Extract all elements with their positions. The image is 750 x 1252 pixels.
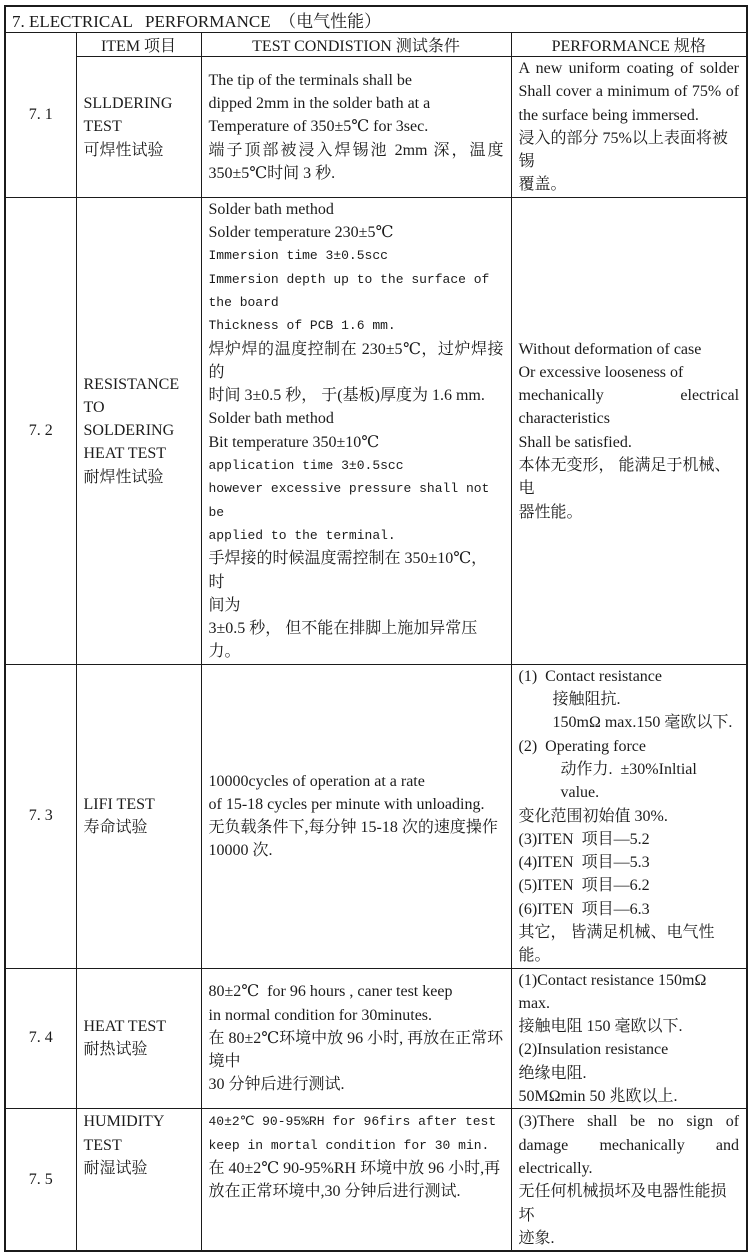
section-title: 7. ELECTRICAL PERFORMANCE （电气性能） bbox=[5, 6, 747, 33]
text-line: 间为 bbox=[208, 596, 241, 614]
column-header-test-condition: TEST CONDISTION 测试条件 bbox=[201, 33, 511, 57]
text-line: 在 80±2℃环境中放 96 小时, 再放在正常环 bbox=[208, 1029, 504, 1047]
text-line: TEST bbox=[83, 1136, 122, 1154]
text-line: Solder bath method bbox=[208, 410, 334, 428]
item-cell-7-5 bbox=[76, 1109, 201, 1251]
text-line: 可焊性试验 bbox=[83, 141, 164, 159]
text-line: 手焊接的时候温度需控制在 350±10℃， 时 bbox=[208, 550, 492, 591]
column-header-performance: PERFORMANCE 规格 bbox=[511, 33, 747, 57]
text-line: (3)There shall be no sign of bbox=[518, 1113, 740, 1131]
text-line: (6)ITEN 项目—6.3 bbox=[518, 900, 650, 918]
text-line: keep in mortal condition for 30 min. bbox=[208, 1137, 490, 1153]
text-line: TEST bbox=[83, 118, 122, 136]
text-line: 其它， 皆满足机械、电气性能。 bbox=[518, 923, 715, 965]
performance-cell-7-5 bbox=[511, 1109, 747, 1251]
text-line: 无任何机械损坏及电器性能损坏 bbox=[518, 1183, 727, 1224]
row-number-7-3: 7. 3 bbox=[5, 664, 76, 968]
text-line: Immersion depth up to the surface of bbox=[208, 271, 490, 287]
text-line: 迹象. bbox=[518, 1229, 555, 1247]
text-line: mechanically electrical bbox=[518, 387, 740, 405]
text-line: LIFI TEST bbox=[83, 795, 155, 813]
item-cell-7-1 bbox=[76, 57, 201, 198]
row-number-7-1: 7. 1 bbox=[5, 33, 76, 198]
performance-cell-7-3 bbox=[511, 664, 747, 968]
text-line: HUMIDITY bbox=[83, 1113, 165, 1131]
text-line: 接触电阻 150 毫欧以下. bbox=[518, 1018, 683, 1036]
text-line: Solder bath method bbox=[208, 200, 334, 218]
text-line: 变化范围初始值 30%. bbox=[518, 807, 668, 825]
text-line: however excessive pressure shall not be bbox=[208, 481, 498, 520]
text-line: The tip of the terminals shall be bbox=[208, 71, 412, 89]
text-line: 150mΩ max.150 毫欧以下. bbox=[552, 714, 733, 732]
condition-cell-7-2 bbox=[201, 197, 511, 664]
condition-cell-7-3 bbox=[201, 664, 511, 968]
text-line: Or excessive looseness of bbox=[518, 363, 684, 381]
text-line: 本体无变形， 能满足于机械、电 bbox=[518, 457, 731, 498]
text-line: 焊炉焊的温度控制在 230±5℃，过炉焊接的 bbox=[208, 340, 504, 381]
text-line: HEAT TEST bbox=[83, 1018, 167, 1036]
text-line: 耐焊性试验 bbox=[83, 468, 164, 486]
text-line: of 15-18 cycles per minute with unloading. bbox=[208, 795, 485, 813]
text-line: Immersion time 3±0.5scc bbox=[208, 248, 388, 264]
text-line: (2) Operating force bbox=[518, 737, 646, 755]
performance-cell-7-4 bbox=[511, 968, 747, 1109]
text-line: 放在正常环境中,30 分钟后进行测试. bbox=[208, 1183, 461, 1201]
text-line: 境中 bbox=[208, 1053, 241, 1071]
text-line: Without deformation of case bbox=[518, 340, 702, 358]
table-row-7-3 bbox=[5, 664, 747, 968]
text-line: 40±2℃ 90-95%RH for 96firs after test bbox=[208, 1114, 497, 1130]
text-line: the surface being immersed. bbox=[518, 106, 699, 124]
text-line: 覆盖。 bbox=[518, 176, 567, 194]
text-line: SLLDERING bbox=[83, 94, 173, 112]
text-line: A new uniform coating of solder bbox=[518, 60, 740, 77]
text-line: the board bbox=[208, 294, 279, 310]
condition-cell-7-5 bbox=[201, 1109, 511, 1251]
performance-cell-7-2 bbox=[511, 197, 747, 664]
text-line: in normal condition for 30minutes. bbox=[208, 1006, 433, 1024]
text-line: 接触阻抗. bbox=[552, 691, 621, 709]
text-line: Shall cover a minimum of 75% of bbox=[518, 83, 740, 101]
text-line: 时间 3±0.5 秒， 于(基板)厚度为 1.6 mm. bbox=[208, 387, 485, 405]
table-row-7-4 bbox=[5, 968, 747, 1109]
text-line: Thickness of PCB 1.6 mm. bbox=[208, 318, 396, 334]
item-cell-7-2 bbox=[76, 197, 201, 664]
text-line: 30 分钟后进行测试. bbox=[208, 1076, 345, 1094]
text-line: SOLDERING bbox=[83, 422, 175, 440]
text-line: electrically. bbox=[518, 1159, 593, 1177]
text-line: 器性能。 bbox=[518, 503, 583, 521]
text-line: 50MΩmin 50 兆欧以上. bbox=[518, 1088, 678, 1106]
text-line: 10000cycles of operation at a rate bbox=[208, 772, 425, 790]
performance-cell-7-1 bbox=[511, 57, 747, 198]
text-line: 10000 次. bbox=[208, 842, 273, 860]
text-line: 无负载条件下,每分钟 15-18 次的速度操作 bbox=[208, 819, 498, 837]
text-line: (1)Contact resistance 150mΩ max. bbox=[518, 971, 711, 1012]
text-line: TO bbox=[83, 398, 105, 416]
text-line: (3)ITEN 项目—5.2 bbox=[518, 830, 650, 848]
text-line: 350±5℃时间 3 秒. bbox=[208, 164, 336, 182]
text-line: 绝缘电阻. bbox=[518, 1064, 587, 1082]
text-line: 动作力. ±30%Inltial value. bbox=[560, 760, 701, 802]
text-line: 浸入的部分 75%以上表面将被锡 bbox=[518, 129, 728, 171]
text-line: 80±2℃ for 96 hours , caner test keep bbox=[208, 983, 453, 1001]
text-line: (2)Insulation resistance bbox=[518, 1041, 669, 1059]
table-row-7-1 bbox=[5, 57, 747, 198]
text-line: 3±0.5 秒， 但不能在排脚上施加异常压力。 bbox=[208, 620, 478, 661]
condition-cell-7-1 bbox=[201, 57, 511, 198]
column-header-item: ITEM 项目 bbox=[76, 33, 201, 57]
row-number-7-2: 7. 2 bbox=[5, 197, 76, 664]
item-cell-7-3 bbox=[76, 664, 201, 968]
text-line: 耐热试验 bbox=[83, 1041, 148, 1059]
text-line: 耐湿试验 bbox=[83, 1159, 148, 1177]
item-cell-7-4 bbox=[76, 968, 201, 1109]
text-line: Solder temperature 230±5℃ bbox=[208, 224, 394, 242]
condition-cell-7-4 bbox=[201, 968, 511, 1109]
table-row-7-5 bbox=[5, 1109, 747, 1251]
table-header-row bbox=[5, 33, 747, 57]
text-line: damage mechanically and bbox=[518, 1136, 740, 1154]
row-number-7-4: 7. 4 bbox=[5, 968, 76, 1109]
text-line: Temperature of 350±5℃ for 3sec. bbox=[208, 118, 429, 136]
text-line: 寿命试验 bbox=[83, 819, 148, 837]
row-number-7-5: 7. 5 bbox=[5, 1109, 76, 1251]
text-line: (1) Contact resistance bbox=[518, 667, 662, 685]
electrical-performance-table bbox=[4, 5, 748, 1252]
text-line: RESISTANCE bbox=[83, 375, 180, 393]
table-title-row bbox=[5, 6, 747, 33]
text-line: (5)ITEN 项目—6.2 bbox=[518, 877, 650, 895]
text-line: characteristics bbox=[518, 410, 610, 428]
text-line: HEAT TEST bbox=[83, 445, 167, 463]
text-line: 在 40±2℃ 90-95%RH 环境中放 96 小时,再 bbox=[208, 1159, 501, 1177]
text-line: dipped 2mm in the solder bath at a bbox=[208, 94, 431, 112]
text-line: 端子顶部被浸入焊锡池 2mm 深，温度 bbox=[208, 141, 504, 159]
text-line: (4)ITEN 项目—5.3 bbox=[518, 854, 650, 872]
text-line: application time 3±0.5scc bbox=[208, 458, 404, 474]
table-row-7-2 bbox=[5, 197, 747, 664]
text-line: applied to the terminal. bbox=[208, 527, 396, 543]
text-line: Bit temperature 350±10℃ bbox=[208, 433, 380, 451]
text-line: Shall be satisfied. bbox=[518, 433, 632, 451]
